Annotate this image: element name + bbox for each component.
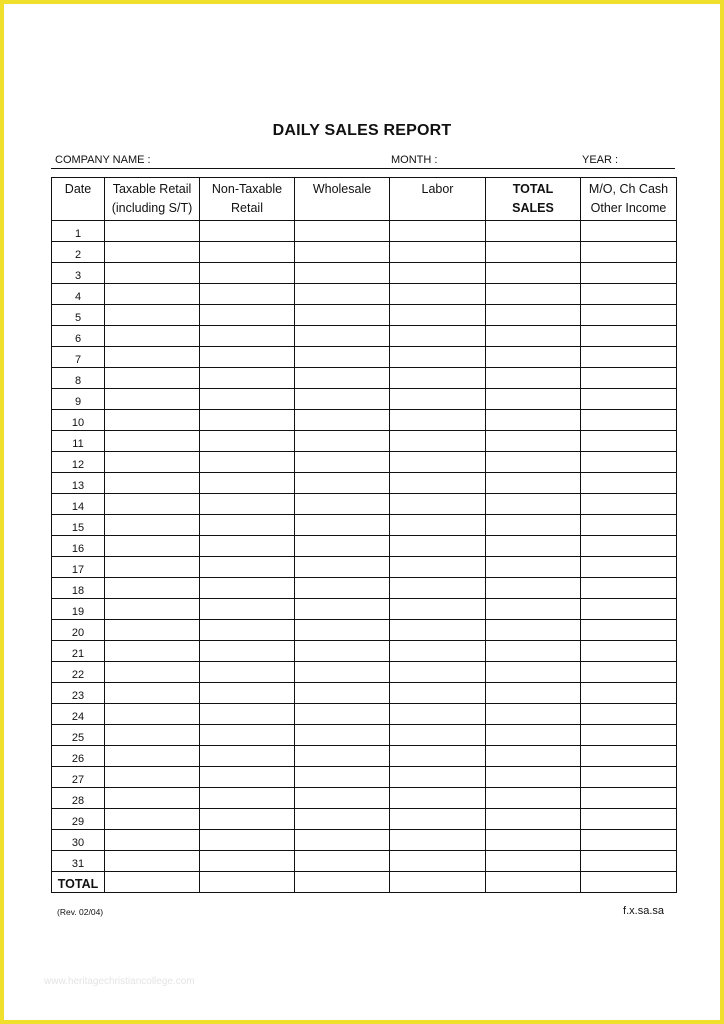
entry-cell[interactable]: [390, 494, 486, 515]
entry-cell[interactable]: [390, 284, 486, 305]
entry-cell[interactable]: [105, 599, 200, 620]
entry-cell[interactable]: [486, 599, 581, 620]
day-number: 14: [52, 494, 105, 515]
entry-cell[interactable]: [486, 494, 581, 515]
entry-cell[interactable]: [200, 347, 295, 368]
entry-cell[interactable]: [581, 662, 677, 683]
day-number: 9: [52, 389, 105, 410]
entry-cell[interactable]: [486, 746, 581, 767]
entry-cell[interactable]: [105, 452, 200, 473]
table-row: [52, 452, 677, 473]
entry-cell[interactable]: [486, 809, 581, 830]
entry-cell[interactable]: [105, 788, 200, 809]
table-row: [52, 326, 677, 347]
entry-cell[interactable]: [105, 368, 200, 389]
col-header-other-income: M/O, Ch Cash Other Income: [581, 178, 677, 221]
entry-cell[interactable]: [200, 389, 295, 410]
entry-cell[interactable]: [486, 536, 581, 557]
entry-cell[interactable]: [105, 242, 200, 263]
entry-cell[interactable]: [295, 725, 390, 746]
entry-cell[interactable]: [295, 263, 390, 284]
entry-cell[interactable]: [581, 221, 677, 242]
table-row: [52, 242, 677, 263]
table-row: [52, 809, 677, 830]
entry-cell[interactable]: [390, 704, 486, 725]
header-row: [52, 178, 677, 221]
entry-cell[interactable]: [105, 578, 200, 599]
entry-cell[interactable]: [295, 641, 390, 662]
entry-cell[interactable]: [105, 515, 200, 536]
entry-cell[interactable]: [105, 326, 200, 347]
entry-cell[interactable]: [486, 326, 581, 347]
col-header-labor: Labor: [390, 178, 486, 221]
entry-cell[interactable]: [200, 788, 295, 809]
entry-cell[interactable]: [581, 788, 677, 809]
entry-cell[interactable]: [390, 368, 486, 389]
entry-cell[interactable]: [200, 410, 295, 431]
entry-cell[interactable]: [295, 851, 390, 872]
entry-cell[interactable]: [295, 326, 390, 347]
col-header-date: Date: [52, 178, 105, 221]
entry-cell[interactable]: [486, 851, 581, 872]
table-row: [52, 620, 677, 641]
entry-cell[interactable]: [200, 746, 295, 767]
entry-cell[interactable]: [390, 725, 486, 746]
day-rows: [52, 221, 677, 872]
entry-cell[interactable]: [390, 578, 486, 599]
entry-cell[interactable]: [200, 662, 295, 683]
entry-cell[interactable]: [295, 557, 390, 578]
table-row: [52, 284, 677, 305]
entry-cell[interactable]: [581, 242, 677, 263]
entry-cell[interactable]: [200, 704, 295, 725]
entry-cell[interactable]: [390, 410, 486, 431]
entry-cell[interactable]: [581, 746, 677, 767]
total-cell[interactable]: [105, 872, 200, 893]
entry-cell[interactable]: [486, 788, 581, 809]
day-number: 13: [52, 473, 105, 494]
entry-cell[interactable]: [105, 431, 200, 452]
entry-cell[interactable]: [390, 242, 486, 263]
entry-cell[interactable]: [486, 767, 581, 788]
entry-cell[interactable]: [295, 305, 390, 326]
col-header-wholesale: Wholesale: [295, 178, 390, 221]
entry-cell[interactable]: [295, 452, 390, 473]
entry-cell[interactable]: [390, 305, 486, 326]
day-number: 25: [52, 725, 105, 746]
entry-cell[interactable]: [390, 662, 486, 683]
entry-cell[interactable]: [295, 473, 390, 494]
entry-cell[interactable]: [105, 725, 200, 746]
entry-cell[interactable]: [390, 767, 486, 788]
entry-cell[interactable]: [295, 620, 390, 641]
entry-cell[interactable]: [486, 557, 581, 578]
revision-note: (Rev. 02/04): [57, 907, 104, 917]
entry-cell[interactable]: [581, 263, 677, 284]
entry-cell[interactable]: [486, 389, 581, 410]
entry-cell[interactable]: [581, 536, 677, 557]
entry-cell[interactable]: [390, 746, 486, 767]
total-cell[interactable]: [200, 872, 295, 893]
day-number: 30: [52, 830, 105, 851]
total-cell[interactable]: [390, 872, 486, 893]
entry-cell[interactable]: [200, 305, 295, 326]
entry-cell[interactable]: [295, 830, 390, 851]
entry-cell[interactable]: [200, 767, 295, 788]
entry-cell[interactable]: [581, 305, 677, 326]
entry-cell[interactable]: [200, 515, 295, 536]
entry-cell[interactable]: [486, 473, 581, 494]
entry-cell[interactable]: [200, 578, 295, 599]
entry-cell[interactable]: [581, 515, 677, 536]
entry-cell[interactable]: [105, 851, 200, 872]
entry-cell[interactable]: [581, 683, 677, 704]
entry-cell[interactable]: [200, 221, 295, 242]
entry-cell[interactable]: [105, 767, 200, 788]
entry-cell[interactable]: [486, 347, 581, 368]
day-number: 15: [52, 515, 105, 536]
entry-cell[interactable]: [295, 410, 390, 431]
table-row: [52, 263, 677, 284]
table-row: [52, 662, 677, 683]
table-row: [52, 599, 677, 620]
entry-cell[interactable]: [486, 683, 581, 704]
entry-cell[interactable]: [105, 830, 200, 851]
entry-cell[interactable]: [105, 683, 200, 704]
entry-cell[interactable]: [486, 725, 581, 746]
entry-cell[interactable]: [390, 683, 486, 704]
entry-cell[interactable]: [581, 410, 677, 431]
table-row: [52, 221, 677, 242]
entry-cell[interactable]: [200, 473, 295, 494]
entry-cell[interactable]: [581, 704, 677, 725]
entry-cell[interactable]: [581, 557, 677, 578]
entry-cell[interactable]: [105, 305, 200, 326]
entry-cell[interactable]: [200, 242, 295, 263]
entry-cell[interactable]: [390, 389, 486, 410]
day-number: 7: [52, 347, 105, 368]
entry-cell[interactable]: [295, 515, 390, 536]
table-row: [52, 641, 677, 662]
day-number: 22: [52, 662, 105, 683]
entry-cell[interactable]: [295, 536, 390, 557]
day-number: 21: [52, 641, 105, 662]
entry-cell[interactable]: [486, 830, 581, 851]
entry-cell[interactable]: [105, 746, 200, 767]
entry-cell[interactable]: [390, 536, 486, 557]
table-row: [52, 494, 677, 515]
col-header-taxable-retail: Taxable Retail (including S/T): [105, 178, 200, 221]
entry-cell[interactable]: [105, 494, 200, 515]
total-cell[interactable]: [295, 872, 390, 893]
entry-cell[interactable]: [105, 389, 200, 410]
entry-cell[interactable]: [581, 599, 677, 620]
entry-cell[interactable]: [295, 284, 390, 305]
entry-cell[interactable]: [105, 263, 200, 284]
entry-cell[interactable]: [295, 242, 390, 263]
entry-cell[interactable]: [295, 788, 390, 809]
day-number: 27: [52, 767, 105, 788]
col-header-total-sales: TOTAL SALES: [486, 178, 581, 221]
entry-cell[interactable]: [105, 473, 200, 494]
entry-cell[interactable]: [581, 284, 677, 305]
day-number: 18: [52, 578, 105, 599]
table-row: [52, 557, 677, 578]
entry-cell[interactable]: [390, 473, 486, 494]
entry-cell[interactable]: [200, 494, 295, 515]
entry-cell[interactable]: [295, 599, 390, 620]
day-number: 8: [52, 368, 105, 389]
table-row: [52, 767, 677, 788]
day-number: 2: [52, 242, 105, 263]
entry-cell[interactable]: [390, 599, 486, 620]
entry-cell[interactable]: [486, 410, 581, 431]
watermark: www.heritagechristiancollege.com: [44, 976, 195, 987]
entry-cell[interactable]: [295, 704, 390, 725]
entry-cell[interactable]: [295, 746, 390, 767]
entry-cell[interactable]: [200, 557, 295, 578]
entry-cell[interactable]: [581, 578, 677, 599]
entry-cell[interactable]: [200, 851, 295, 872]
table-row: [52, 515, 677, 536]
day-number: 23: [52, 683, 105, 704]
entry-cell[interactable]: [581, 347, 677, 368]
entry-cell[interactable]: [105, 221, 200, 242]
entry-cell[interactable]: [486, 305, 581, 326]
table-row: [52, 347, 677, 368]
entry-cell[interactable]: [105, 620, 200, 641]
day-number: 5: [52, 305, 105, 326]
entry-cell[interactable]: [295, 389, 390, 410]
entry-cell[interactable]: [581, 767, 677, 788]
table-row: [52, 578, 677, 599]
entry-cell[interactable]: [486, 242, 581, 263]
table-row: [52, 851, 677, 872]
entry-cell[interactable]: [390, 326, 486, 347]
entry-cell[interactable]: [295, 494, 390, 515]
day-number: 26: [52, 746, 105, 767]
day-number: 24: [52, 704, 105, 725]
entry-cell[interactable]: [486, 704, 581, 725]
table-row: [52, 305, 677, 326]
day-number: 20: [52, 620, 105, 641]
total-cell[interactable]: [486, 872, 581, 893]
entry-cell[interactable]: [105, 662, 200, 683]
entry-cell[interactable]: [200, 683, 295, 704]
table-row: [52, 830, 677, 851]
day-number: 17: [52, 557, 105, 578]
entry-cell[interactable]: [295, 347, 390, 368]
entry-cell[interactable]: [486, 368, 581, 389]
entry-cell[interactable]: [200, 620, 295, 641]
entry-cell[interactable]: [200, 263, 295, 284]
entry-cell[interactable]: [200, 326, 295, 347]
entry-cell[interactable]: [295, 767, 390, 788]
day-number: 19: [52, 599, 105, 620]
entry-cell[interactable]: [200, 641, 295, 662]
table-row: [52, 431, 677, 452]
day-number: 4: [52, 284, 105, 305]
entry-cell[interactable]: [200, 452, 295, 473]
entry-cell[interactable]: [581, 494, 677, 515]
entry-cell[interactable]: [390, 788, 486, 809]
total-label: TOTAL: [52, 872, 105, 893]
day-number: 3: [52, 263, 105, 284]
entry-cell[interactable]: [105, 704, 200, 725]
table-row: [52, 746, 677, 767]
month-label: MONTH :: [391, 154, 438, 166]
entry-cell[interactable]: [390, 809, 486, 830]
day-number: 12: [52, 452, 105, 473]
company-name-label: COMPANY NAME :: [55, 154, 151, 166]
entry-cell[interactable]: [390, 452, 486, 473]
entry-cell[interactable]: [105, 557, 200, 578]
entry-cell[interactable]: [486, 620, 581, 641]
table-row: [52, 725, 677, 746]
entry-cell[interactable]: [581, 326, 677, 347]
entry-cell[interactable]: [200, 536, 295, 557]
entry-cell[interactable]: [581, 851, 677, 872]
entry-cell[interactable]: [105, 284, 200, 305]
entry-cell[interactable]: [295, 368, 390, 389]
entry-cell[interactable]: [581, 641, 677, 662]
entry-cell[interactable]: [581, 473, 677, 494]
day-number: 11: [52, 431, 105, 452]
entry-cell[interactable]: [581, 368, 677, 389]
entry-cell[interactable]: [295, 683, 390, 704]
col-header-non-taxable-retail: Non-Taxable Retail: [200, 178, 295, 221]
table-row: [52, 683, 677, 704]
entry-cell[interactable]: [390, 851, 486, 872]
table-row: [52, 536, 677, 557]
entry-cell[interactable]: [200, 599, 295, 620]
entry-cell[interactable]: [295, 221, 390, 242]
entry-cell[interactable]: [390, 431, 486, 452]
entry-cell[interactable]: [200, 830, 295, 851]
table-row: [52, 704, 677, 725]
entry-cell[interactable]: [105, 809, 200, 830]
table-row: [52, 389, 677, 410]
day-number: 28: [52, 788, 105, 809]
day-number: 10: [52, 410, 105, 431]
entry-cell[interactable]: [486, 221, 581, 242]
header-fields-line: [51, 154, 675, 169]
entry-cell[interactable]: [486, 263, 581, 284]
entry-cell[interactable]: [295, 578, 390, 599]
entry-cell[interactable]: [105, 536, 200, 557]
day-number: 16: [52, 536, 105, 557]
entry-cell[interactable]: [390, 347, 486, 368]
total-row: [52, 872, 677, 893]
entry-cell[interactable]: [390, 515, 486, 536]
sales-table: [51, 177, 677, 893]
total-cell[interactable]: [581, 872, 677, 893]
entry-cell[interactable]: [390, 830, 486, 851]
entry-cell[interactable]: [390, 221, 486, 242]
day-number: 6: [52, 326, 105, 347]
entry-cell[interactable]: [486, 578, 581, 599]
table-row: [52, 410, 677, 431]
entry-cell[interactable]: [105, 410, 200, 431]
entry-cell[interactable]: [581, 830, 677, 851]
entry-cell[interactable]: [390, 641, 486, 662]
entry-cell[interactable]: [200, 809, 295, 830]
entry-cell[interactable]: [486, 641, 581, 662]
entry-cell[interactable]: [295, 809, 390, 830]
entry-cell[interactable]: [581, 620, 677, 641]
entry-cell[interactable]: [200, 725, 295, 746]
entry-cell[interactable]: [390, 620, 486, 641]
entry-cell[interactable]: [105, 347, 200, 368]
report-title: DAILY SALES REPORT: [272, 122, 452, 139]
entry-cell[interactable]: [295, 431, 390, 452]
entry-cell[interactable]: [581, 725, 677, 746]
day-number: 1: [52, 221, 105, 242]
entry-cell[interactable]: [390, 263, 486, 284]
year-label: YEAR :: [582, 154, 619, 166]
entry-cell[interactable]: [581, 809, 677, 830]
entry-cell[interactable]: [581, 452, 677, 473]
day-number: 31: [52, 851, 105, 872]
entry-cell[interactable]: [581, 431, 677, 452]
entry-cell[interactable]: [486, 284, 581, 305]
table-row: [52, 368, 677, 389]
entry-cell[interactable]: [486, 452, 581, 473]
entry-cell[interactable]: [486, 662, 581, 683]
entry-cell[interactable]: [200, 431, 295, 452]
entry-cell[interactable]: [486, 431, 581, 452]
entry-cell[interactable]: [295, 662, 390, 683]
entry-cell[interactable]: [200, 284, 295, 305]
entry-cell[interactable]: [390, 557, 486, 578]
day-number: 29: [52, 809, 105, 830]
table-row: [52, 473, 677, 494]
entry-cell[interactable]: [486, 515, 581, 536]
table-row: [52, 788, 677, 809]
entry-cell[interactable]: [105, 641, 200, 662]
entry-cell[interactable]: [200, 368, 295, 389]
entry-cell[interactable]: [581, 389, 677, 410]
form-code: f.x.sa.sa: [623, 905, 664, 917]
